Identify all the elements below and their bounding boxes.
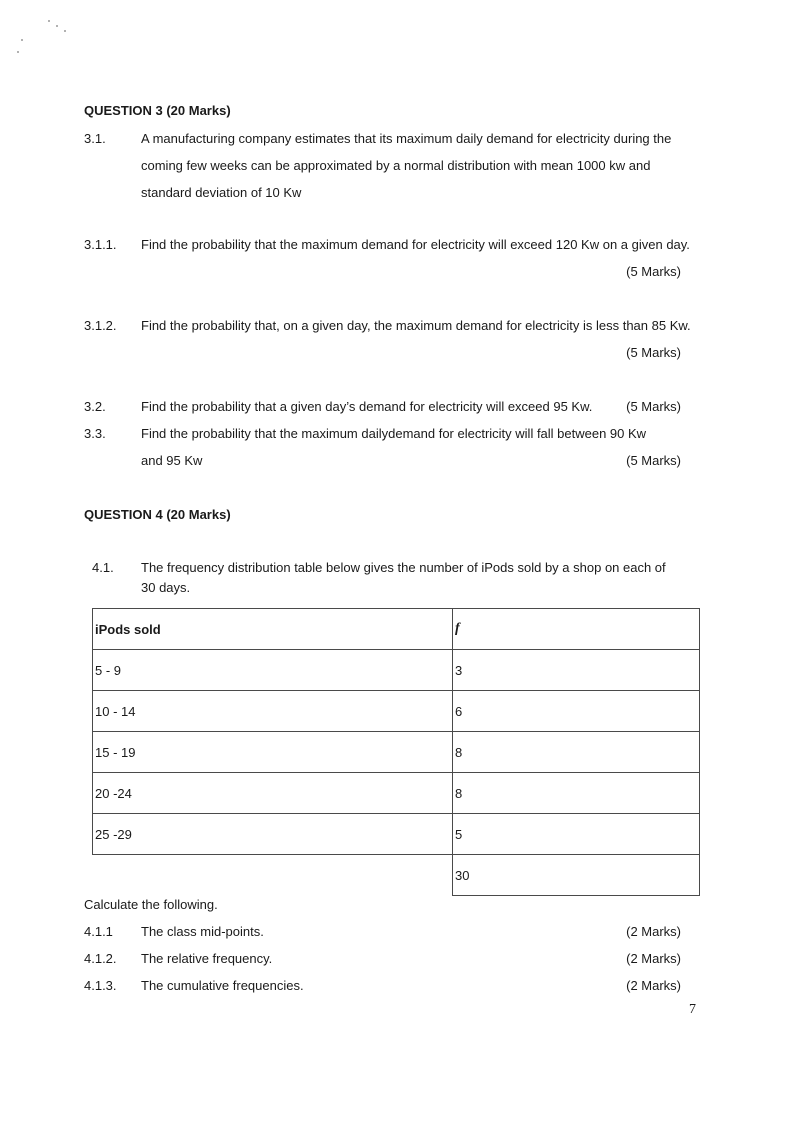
item-number: 3.1.2. <box>84 318 117 333</box>
scan-speck <box>64 30 66 32</box>
frequency-cell: 5 <box>453 814 700 855</box>
frequency-cell: 6 <box>453 691 700 732</box>
table-header-row <box>93 609 700 650</box>
item-text-line: A manufacturing company estimates that its maximum daily demand for electricity during the <box>141 131 672 146</box>
frequency-cell: 8 <box>453 732 700 773</box>
item-number: 3.3. <box>84 426 106 441</box>
scan-speck <box>17 51 19 53</box>
item-marks: (5 Marks) <box>626 345 681 360</box>
table-row <box>93 650 700 691</box>
table-row <box>93 814 700 855</box>
scan-speck <box>48 20 50 22</box>
item-marks: (5 Marks) <box>626 399 681 414</box>
item-text-line: and 95 Kw <box>141 453 203 468</box>
item-text: Find the probability that, on a given day, the maximum demand for electricity is less than 85 Kw. <box>141 318 691 333</box>
class-interval-cell: 25 -29 <box>93 814 453 855</box>
item-number: 3.1.1. <box>84 237 117 252</box>
item-text-line: coming few weeks can be approximated by a normal distribution with mean 1000 kw and <box>141 158 651 173</box>
item-text-line: Find the probability that the maximum dailydemand for electricity will fall between 90 Kw <box>141 426 647 441</box>
item-number: 4.1.3. <box>84 978 117 993</box>
header-frequency: f <box>453 609 700 650</box>
item-text: Find the probability that a given day’s demand for electricity will exceed 95 Kw. <box>141 399 593 414</box>
class-interval-cell: 10 - 14 <box>93 691 453 732</box>
question-4-heading: QUESTION 4 (20 Marks) <box>84 507 231 522</box>
class-interval-cell: 20 -24 <box>93 773 453 814</box>
page-number: 7 <box>689 1002 696 1017</box>
item-text-line: 30 days. <box>141 580 191 595</box>
item-text: The relative frequency. <box>141 951 273 966</box>
frequency-table <box>92 608 700 896</box>
item-number: 4.1.1 <box>84 924 113 939</box>
item-number: 3.1. <box>84 131 106 146</box>
table-row <box>93 732 700 773</box>
question-3-heading: QUESTION 3 (20 Marks) <box>84 103 231 118</box>
total-frequency-cell: 30 <box>453 855 700 896</box>
item-marks: (5 Marks) <box>626 453 681 468</box>
header-ipods-sold: iPods sold <box>93 609 453 650</box>
item-text: The cumulative frequencies. <box>141 978 304 993</box>
class-interval-cell: 15 - 19 <box>93 732 453 773</box>
empty-cell <box>93 855 453 896</box>
item-number: 4.1.2. <box>84 951 117 966</box>
item-marks: (2 Marks) <box>626 924 681 939</box>
frequency-cell: 8 <box>453 773 700 814</box>
item-text-line: The frequency distribution table below gives the number of iPods sold by a shop on each of <box>141 560 666 575</box>
item-text-line: standard deviation of 10 Kw <box>141 185 302 200</box>
item-text: The class mid-points. <box>141 924 264 939</box>
calculate-label: Calculate the following. <box>84 897 218 912</box>
frequency-cell: 3 <box>453 650 700 691</box>
table-row <box>93 691 700 732</box>
scan-speck <box>21 39 23 41</box>
item-number: 4.1. <box>92 560 114 575</box>
scan-speck <box>56 25 58 27</box>
item-marks: (2 Marks) <box>626 978 681 993</box>
item-marks: (2 Marks) <box>626 951 681 966</box>
item-marks: (5 Marks) <box>626 264 681 279</box>
item-text: Find the probability that the maximum demand for electricity will exceed 120 Kw on a given day. <box>141 237 690 252</box>
table-row <box>93 773 700 814</box>
item-number: 3.2. <box>84 399 106 414</box>
class-interval-cell: 5 - 9 <box>93 650 453 691</box>
table-total-row <box>93 855 700 896</box>
